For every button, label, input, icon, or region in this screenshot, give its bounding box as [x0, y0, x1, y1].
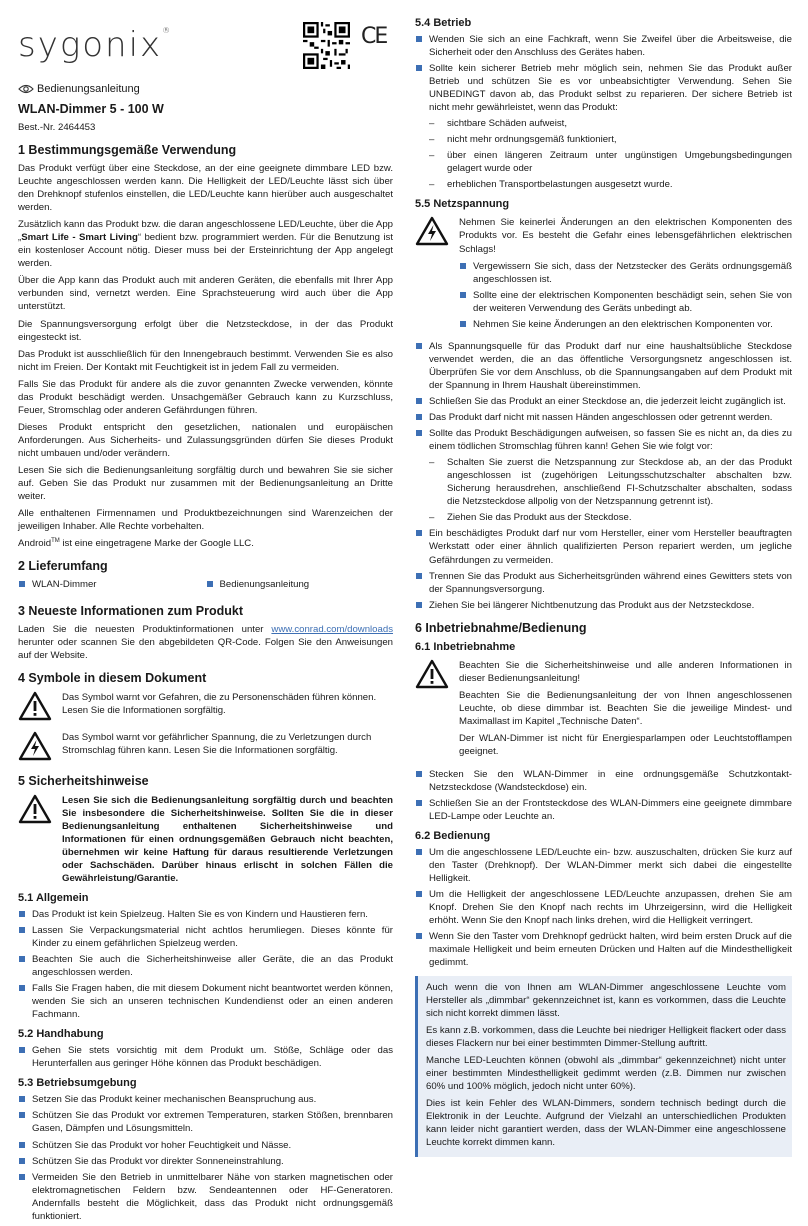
- list-item: Nehmen Sie keine Änderungen an den elektrischen Komponenten vor.: [459, 318, 792, 331]
- operation-list: [415, 33, 792, 114]
- list-item: – Ziehen Sie das Produkt aus der Steckdose.: [429, 511, 792, 524]
- warning-triangle-icon: [18, 691, 52, 721]
- list-item: Lassen Sie Verpackungsmaterial nicht achtlos herumliegen. Dieses könnte für Kinder zu einem gefährlichen Spielzeug werden.: [18, 924, 393, 950]
- paragraph: Lesen Sie sich die Bedienungsanleitung sorgfältig durch und bewahren Sie sie sicher auf. Geben Sie das Produkt nur zusammen mit der Bedienungsanleitung an Dritte weiter.: [18, 464, 393, 503]
- heading-environment: 5.3 Betriebsumgebung: [18, 1077, 137, 1090]
- list-item: Ziehen Sie bei längerer Nichtbenutzung das Produkt aus der Netzsteckdose.: [415, 599, 792, 612]
- list-item: Gehen Sie stets vorsichtig mit dem Produkt um. Stöße, Schläge oder das Herunterfallen aus geringer Höhe können das Produkt beschädigen.: [18, 1044, 393, 1070]
- paragraph: Alle enthaltenen Firmennamen und Produktbezeichnungen sind Warenzeichen der jeweiligen Inhaber. Alle Rechte vorbehalten.: [18, 508, 393, 533]
- list-item: Vergewissern Sie sich, dass der Netzstecker des Geräts ordnungsgemäß angeschlossen ist.: [459, 260, 792, 286]
- usage-list: [415, 846, 792, 969]
- setup-list: [415, 768, 792, 823]
- dimming-note: Auch wenn die von Ihnen am WLAN-Dimmer angeschlossene Leuchte vom Hersteller als „dimmbar“ gekennzeichnet ist, kann es vorkommen, dass die Leuchte sich nicht korrekt dimmen lässt. Es kann z.B. vorkommen, dass die Leuchte bei niedriger Helligkeit flackert oder dass dieses Flackern nur bei einer bestimmten Dimmer-Stellung auftritt. Manche LED-Leuchten können (obwohl als „dimmbar“ gekennzeichnet) nicht unter einer bestimmten Mindesthelligkeit gedimmt werden (z.B. Dimmen nur zwischen 60% und 100% möglich, jedoch nicht unter 60%). Dies ist kein Fehler des WLAN-Dimmers, sondern technisch bedingt durch die Elektronik in der Leuchte. Aufgrund der Vielzahl an unterschiedlichen Produkten kann leider nicht garantiert werden, dass der WLAN-Dimmer eine angeschlossene Leuchte korrekt dimmen kann.: [415, 976, 792, 1158]
- list-item: – Schalten Sie zuerst die Netzspannung zur Steckdose ab, an der das Produkt angeschlossen ist (zugehörigen Leitungsschutzschalter abschalten bzw. Sicherung herausdrehen, anschließend FI-Schutzschalter abschalten, sodass die Netzsteckdose allpolig von der Netzspannung getrennt ist).: [429, 456, 792, 508]
- high-voltage-icon: [415, 216, 449, 246]
- manual-label: Bedienungsanleitung: [18, 82, 393, 97]
- general-list: [18, 908, 393, 1021]
- order-number: Best.-Nr. 2464453: [18, 121, 96, 133]
- warning-triangle-icon: [415, 659, 449, 689]
- list-item: Um die angeschlossene LED/Leuchte ein- bzw. auszuschalten, drücken Sie kurz auf den Taster (Drehknopf). Der WLAN-Dimmer merkt sich dabei die eingestellte Helligkeit.: [415, 846, 792, 885]
- list-item: Wenden Sie sich an eine Fachkraft, wenn Sie Zweifel über die Arbeitsweise, die Sicherheit oder den Anschluss des Gerätes haben.: [415, 33, 792, 59]
- heading-symbols: 4 Symbole in diesem Dokument: [18, 670, 207, 685]
- delivery-list: [18, 578, 393, 594]
- paragraph: Zusätzlich kann das Produkt bzw. die daran angeschlossene LED/Leuchte, über die App „Smart Life - Smart Living“ bedient bzw. programmiert werden. Für die Benutzung ist ein kostenloser Account nötig. Dieser muss bei der Ersteinrichtung der App angelegt werden.: [18, 219, 393, 270]
- list-item: Sollte eine der elektrischen Komponenten beschädigt sein, sehen Sie von der weiteren Verwendung des Geräts unbedingt ab.: [459, 289, 792, 315]
- list-item: Bedienungsanleitung: [206, 578, 394, 591]
- list-item: WLAN-Dimmer: [18, 578, 206, 591]
- list-item: Um die Helligkeit der angeschlossene LED/Leuchte anzupassen, drehen Sie am Knopf. Drehen Sie den Knopf nach rechts im Uhrzeigersinn, wird die Helligkeit erhöht. Wenn Sie den Knopf nach links drehen, wird die Helligkeit verringert.: [415, 888, 792, 927]
- heading-operation: 5.4 Betrieb: [415, 17, 472, 29]
- list-item: Beachten Sie auch die Sicherheitshinweise aller Geräte, die an das Produkt angeschlossen werden.: [18, 953, 393, 979]
- list-item: Vermeiden Sie den Betrieb in unmittelbarer Nähe von starken magnetischen oder elektromagnetischen Feldern bzw. Sendeantennen oder HF-Generatoren. Andernfalls besteht die Möglichkeit, dass das Produkt nicht ordnungsgemäß funktioniert.: [18, 1171, 393, 1223]
- list-item: Stecken Sie den WLAN-Dimmer in eine ordnungsgemäße Schutzkontakt-Netzsteckdose (Wandsteckdose) ein.: [415, 768, 792, 794]
- voltage-list-2: [415, 527, 792, 611]
- symbol-row: Das Symbol warnt vor gefährlicher Spannung, die zu Verletzungen durch Stromschlag führen kann. Lesen Sie die Informationen sorgfältig.: [18, 731, 393, 765]
- high-voltage-icon: [18, 731, 52, 761]
- paragraph: Laden Sie die neuesten Produktinformationen unter www.conrad.com/downloads herunter oder scannen Sie den abgebildeten QR-Code. Folgen Sie den Anweisungen auf der Website.: [18, 623, 393, 661]
- list-item: – über einen längeren Zeitraum unter ungünstigen Umgebungsbedingungen gelagert wurde oder: [429, 149, 792, 175]
- voltage-warning: Nehmen Sie keinerlei Änderungen an den elektrischen Komponenten des Produkts vor. Es besteht die Gefahr eines lebensgefährlichen elektrischen Schlags! Vergewissern Sie sich, dass der Netzstecker des Geräts ordnungsgemäß angeschlossen ist. Sollte eine der elektrischen Komponenten beschädigt sein, sehen Sie von der weiteren Verwendung des Geräts unbedingt ab. Nehmen Sie keine Änderungen an den elektrischen Komponenten vor.: [415, 216, 792, 333]
- brand-logo: sygonix®: [18, 25, 173, 65]
- right-column: [415, 16, 792, 1157]
- list-item: Schützen Sie das Produkt vor direkter Sonneneinstrahlung.: [18, 1155, 393, 1168]
- heading-setup: 6.1 Inbetriebnahme: [415, 640, 516, 653]
- list-item: – erheblichen Transportbelastungen ausgesetzt wurde.: [429, 178, 792, 191]
- left-column: [18, 0, 393, 1226]
- environment-list: [18, 1093, 393, 1222]
- list-item: Sollte das Produkt Beschädigungen aufweisen, so fassen Sie es nicht an, da dies zu einem tödlichen Stromschlag führen kann! Gehen Sie wie folgt vor:: [415, 427, 792, 453]
- list-item: Falls Sie Fragen haben, die mit diesem Dokument nicht beantwortet werden können, wenden Sie sich an unseren technischen Kundendienst oder an einen anderen Fachmann.: [18, 982, 393, 1021]
- heading-intended-use: 1 Bestimmungsgemäße Verwendung: [18, 143, 237, 157]
- ce-mark: CE: [361, 24, 387, 49]
- list-item: Schließen Sie das Produkt an einer Steckdose an, die jederzeit leicht zugänglich ist.: [415, 395, 792, 408]
- heading-general: 5.1 Allgemein: [18, 892, 89, 905]
- heading-handling: 5.2 Handhabung: [18, 1028, 104, 1041]
- paragraph: Android™ ist eine eingetragene Marke der Google LLC.: [18, 538, 254, 550]
- list-item: – nicht mehr ordnungsgemäß funktioniert,: [429, 133, 792, 146]
- safety-intro: Lesen Sie sich die Bedienungsanleitung sorgfältig durch und beachten Sie insbesondere die Sicherheitshinweise. Sollten Sie die in dieser Bedienungsanleitung enthaltenen Sicherheitshinweise und Informationen für einen ordnungsgemäßen Gebrauch nicht beachten, übernehmen wir keine Haftung für daraus resultierende Verletzungen oder Sachschäden. Darüber hinaus erlischt in solchen Fällen die Gewährleistung/Garantie.: [18, 794, 393, 885]
- list-item: Setzen Sie das Produkt keiner mechanischen Beanspruchung aus.: [18, 1093, 393, 1106]
- heading-mains-voltage: 5.5 Netzspannung: [415, 198, 510, 211]
- list-item: Schützen Sie das Produkt vor hoher Feuchtigkeit und Nässe.: [18, 1139, 393, 1152]
- heading-commissioning: 6 Inbetriebnahme/Bedienung: [415, 620, 587, 635]
- heading-delivery: 2 Lieferumfang: [18, 559, 108, 574]
- voltage-dash-list: [429, 456, 792, 524]
- list-item: Das Produkt darf nicht mit nassen Händen angeschlossen oder getrennt werden.: [415, 411, 792, 424]
- list-item: Ein beschädigtes Produkt darf nur vom Hersteller, einer vom Hersteller beauftragten Werkstatt oder einer ähnlich qualifizierten Person repariert werden, um jegliche Gefährdungen zu vermeiden.: [415, 527, 792, 566]
- voltage-list: [415, 340, 792, 453]
- paragraph: Dieses Produkt entspricht den gesetzlichen, nationalen und europäischen Anforderungen. Aus Sicherheits- und Zulassungsgründen dürfen Sie dieses Produkt nicht umbauen und/oder verändern.: [18, 421, 393, 459]
- setup-warning: Beachten Sie die Sicherheitshinweise und alle anderen Informationen in dieser Bedienungsanleitung! Beachten Sie die Bedienungsanleitung der von Ihnen angeschlossenen Leuchte, ob diese dimmbar ist. Beachten Sie die jeweilige Mindest- und Maximallast im Kapitel „Technische Daten“. Der WLAN-Dimmer ist nicht für Energiesparlampen oder Leuchtstofflampen geeignet.: [415, 659, 792, 762]
- paragraph: Falls Sie das Produkt für andere als die zuvor genannten Zwecke verwenden, könnte das Produkt beschädigt werden. Unsachgemäßer Gebrauch kann zu Kurzschluss, Feuer, Stromschlag oder anderen Gefährdungen führen.: [18, 378, 393, 416]
- list-item: Trennen Sie das Produkt aus Sicherheitsgründen während eines Gewitters stets von der Spannungsversorgung.: [415, 570, 792, 596]
- operation-dash-list: [429, 117, 792, 191]
- symbol-row: Das Symbol warnt vor Gefahren, die zu Personenschäden führen können. Lesen Sie die Informationen sorgfältig.: [18, 691, 393, 725]
- list-item: Sollte kein sicherer Betrieb mehr möglich sein, nehmen Sie das Produkt außer Betrieb und schützen Sie es vor unbeabsichtigter Verwendung. Sehen Sie UNBEDINGT davon ab, das Produkt selbst zu reparieren. Der sichere Betrieb ist nicht mehr gewährleistet, wenn das Produkt:: [415, 62, 792, 114]
- voltage-warning-list: [459, 260, 792, 331]
- list-item: – sichtbare Schäden aufweist,: [429, 117, 792, 130]
- eye-icon: [18, 84, 34, 94]
- product-title: WLAN-Dimmer 5 - 100 W: [18, 101, 164, 116]
- paragraph: Das Produkt ist ausschließlich für den Innengebrauch bestimmt. Verwenden Sie es also nicht im Freien. Der Kontakt mit Feuchtigkeit ist in jedem Fall zu vermeiden.: [18, 348, 393, 373]
- heading-latest-info: 3 Neueste Informationen zum Produkt: [18, 603, 244, 618]
- paragraph: Das Produkt verfügt über eine Steckdose, an der eine geeignete dimmbare LED bzw. Leuchte angeschlossen werden kann. Die Helligkeit der LED/Leuchte lässt sich über den Drehknopf stufenlos einstellen, die LED/Leuchte kann hierüber auch ausgeschaltet werden.: [18, 163, 393, 214]
- list-item: Schließen Sie an der Frontsteckdose des WLAN-Dimmers eine geeignete dimmbare LED-Lampe oder Leuchte an.: [415, 797, 792, 823]
- paragraph: Die Spannungsversorgung erfolgt über die Netzsteckdose, in der das Produkt eingesteckt ist.: [18, 318, 393, 343]
- paragraph: Über die App kann das Produkt auch mit anderen Geräten, die ebenfalls mit Ihrer App verbunden sind, vernetzt werden. Eine Sprachsteuerung wird auch über die App unterstützt.: [18, 275, 393, 313]
- heading-safety: 5 Sicherheitshinweise: [18, 773, 149, 788]
- list-item: Schützen Sie das Produkt vor extremen Temperaturen, starken Stößen, brennbaren Gasen, Dämpfen und Lösungsmitteln.: [18, 1109, 393, 1135]
- handling-list: [18, 1044, 393, 1070]
- heading-usage: 6.2 Bedienung: [415, 830, 491, 843]
- list-item: Das Produkt ist kein Spielzeug. Halten Sie es von Kindern und Haustieren fern.: [18, 908, 393, 921]
- downloads-link[interactable]: www.conrad.com/downloads: [271, 623, 393, 635]
- warning-triangle-icon: [18, 794, 52, 824]
- list-item: Wenn Sie den Taster vom Drehknopf gedrückt halten, wird beim ersten Druck auf die maximale Helligkeit und beim erneuten Drücken und Halten auf die Mindesthelligkeit gedimmt.: [415, 930, 792, 969]
- list-item: Als Spannungsquelle für das Produkt darf nur eine haushaltsübliche Steckdose verwendet werden, die an das öffentliche Versorgungsnetz angeschlossen ist. Überprüfen Sie vor dem Anschluss, ob die Spannungsangaben auf dem Produkt mit der Spannung in Ihrem Haushalt übereinstimmen.: [415, 340, 792, 392]
